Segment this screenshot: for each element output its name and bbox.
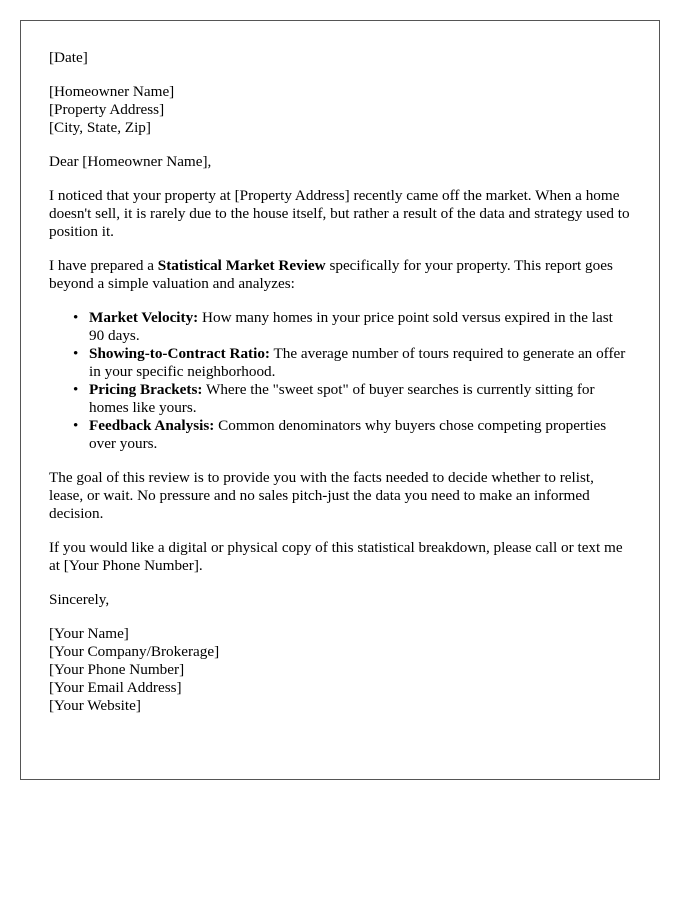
list-item-term: Showing-to-Contract Ratio: [89,345,270,362]
paragraph-contact: If you would like a digital or physical copy of this statistical breakdown, please call or text me at [Your Phone Number]. [49,539,623,574]
letter-date: [Date] [49,49,88,66]
bullet-icon: • [73,309,79,326]
review-title: Statistical Market Review [157,257,326,274]
signature-phone: [Your Phone Number] [49,661,185,678]
paragraph-review-after: specifically for your property. This report goes beyond a simple valuation and analyzes: [49,257,613,292]
recipient-address: [Property Address] [49,101,165,118]
list-item-text: Where the "sweet spot" of buyer searches is currently sitting for homes like yours. [89,381,595,416]
analysis-list [49,309,631,453]
list-item-term: Feedback Analysis: [89,417,215,434]
recipient-block [49,83,631,137]
signature-block [49,625,631,715]
recipient-city-state-zip: [City, State, Zip] [49,119,151,136]
list-item [73,381,631,417]
signature-website: [Your Website] [49,697,141,714]
signature-company: [Your Company/Brokerage] [49,643,220,660]
salutation: Dear [Homeowner Name], [49,153,212,170]
paragraph-review [49,257,631,293]
signature-email: [Your Email Address] [49,679,182,696]
list-item-term: Market Velocity: [89,309,199,326]
list-item-text: How many homes in your price point sold versus expired in the last 90 days. [89,309,613,344]
recipient-name: [Homeowner Name] [49,83,175,100]
list-item [73,309,631,345]
list-item-text: Common denominators why buyers chose competing properties over yours. [89,417,607,452]
list-item-term: Pricing Brackets: [89,381,203,398]
bullet-icon: • [73,381,79,398]
list-item [73,417,631,453]
paragraph-intro: I noticed that your property at [Property Address] recently came off the market. When a home doesn't sell, it is rarely due to the house itself, but rather a result of the data and strategy used to position it. [49,187,630,240]
signature-name: [Your Name] [49,625,129,642]
letter-page [20,20,660,780]
list-item-text: The average number of tours required to generate an offer in your specific neighborhood. [89,345,626,380]
bullet-icon: • [73,417,79,434]
list-item [73,345,631,381]
paragraph-goal: The goal of this review is to provide you with the facts needed to decide whether to relist, lease, or wait. No pressure and no sales pitch-just the data you need to make an informed decision. [49,469,594,522]
closing: Sincerely, [49,591,110,608]
paragraph-review-before: I have prepared a [49,257,158,274]
bullet-icon: • [73,345,79,362]
